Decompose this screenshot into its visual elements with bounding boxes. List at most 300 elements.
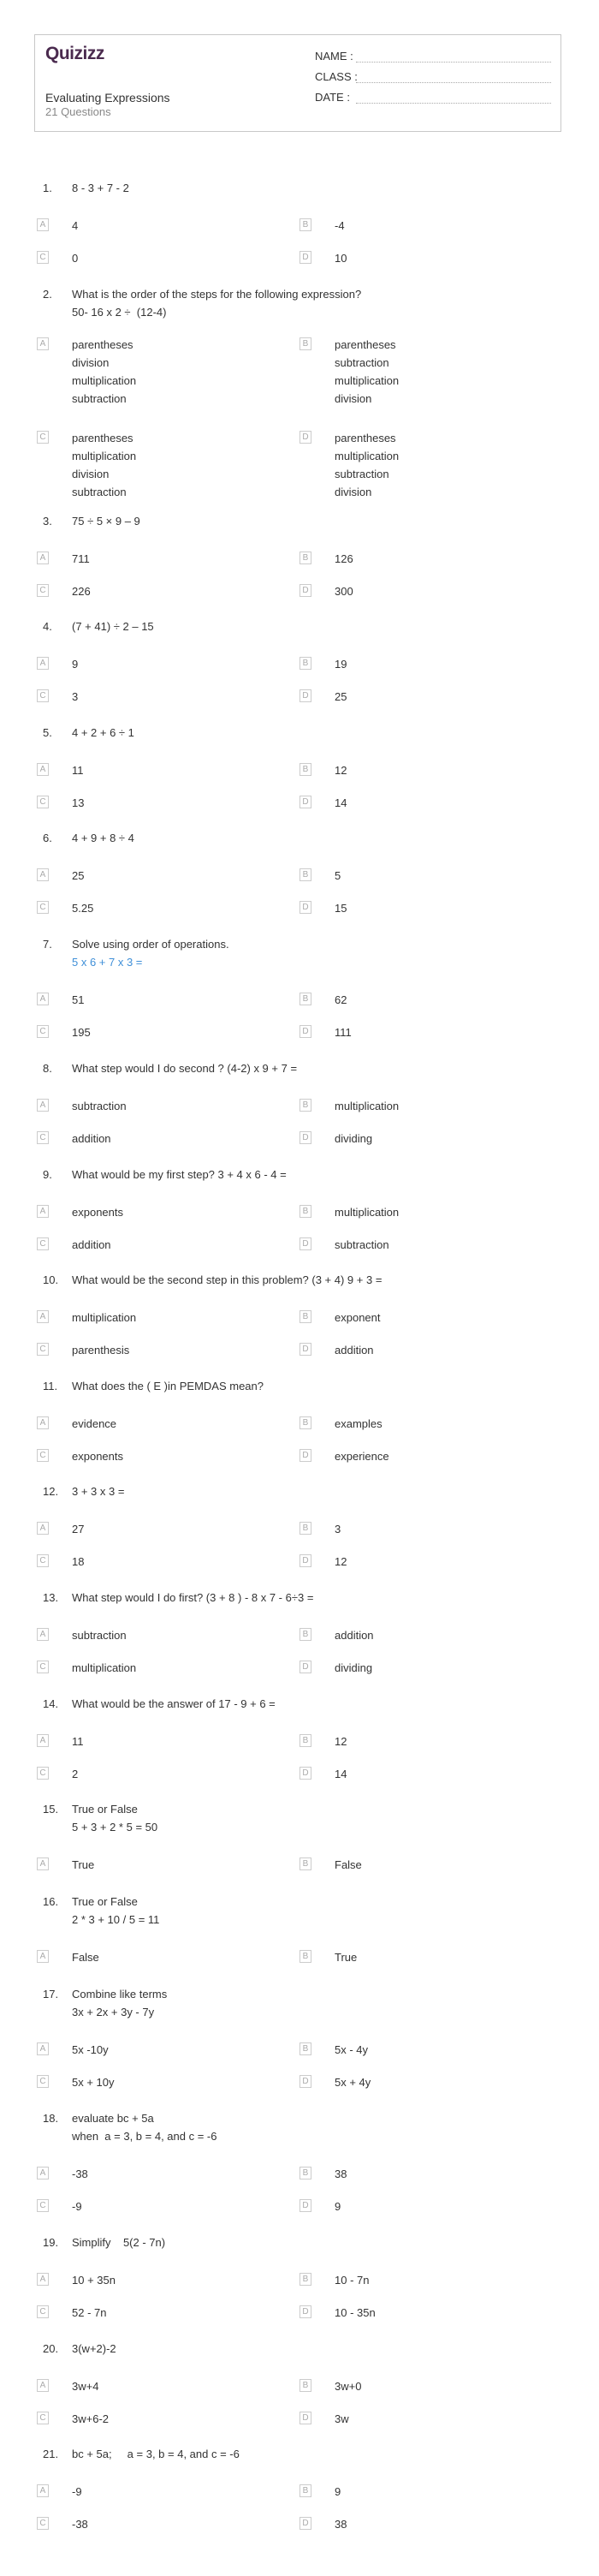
option-letter-box[interactable]: D <box>300 1025 311 1038</box>
option-line: multiplication <box>335 450 400 462</box>
option-text <box>72 582 91 600</box>
question-line: Combine like terms <box>72 1988 168 2001</box>
option-text <box>335 1341 374 1359</box>
option-text <box>72 217 78 235</box>
question-line: 4 + 9 + 8 ÷ 4 <box>72 832 134 844</box>
option-line: 14 <box>335 1768 347 1780</box>
option-line: multiplication <box>335 1206 400 1219</box>
option-text <box>72 1626 127 1644</box>
option-letter-box[interactable]: C <box>37 1237 49 1250</box>
option-line: 12 <box>335 764 347 777</box>
option-line: 12 <box>335 1735 347 1748</box>
option-line: addition <box>335 1629 374 1642</box>
question-number: 9. <box>43 1168 52 1181</box>
option-line: 10 - 7n <box>335 2274 370 2287</box>
question-line: 5 + 3 + 2 * 5 = 50 <box>72 1821 158 1834</box>
option-line: 13 <box>72 796 85 809</box>
date-label: DATE : <box>315 91 350 104</box>
option-letter-box[interactable]: D <box>300 689 311 702</box>
option-letter-box[interactable]: A <box>37 1522 49 1535</box>
question-text <box>72 724 134 742</box>
option-line: division <box>335 486 372 498</box>
option-text <box>72 1415 116 1433</box>
option-text <box>335 2377 361 2395</box>
option-letter-box[interactable]: D <box>300 901 311 914</box>
option-line: 38 <box>335 2518 347 2531</box>
option-line: parentheses <box>335 338 396 351</box>
class-field[interactable] <box>315 70 551 86</box>
option-letter-box[interactable]: C <box>37 2517 49 2530</box>
option-text <box>72 1023 91 1041</box>
option-line: 52 - 7n <box>72 2306 107 2319</box>
option-line: multiplication <box>335 1100 400 1112</box>
option-letter-box[interactable]: D <box>300 584 311 597</box>
option-line: 0 <box>72 252 79 265</box>
option-line: 3w <box>335 2412 349 2425</box>
option-line: 3 <box>335 1523 341 1535</box>
option-letter-box[interactable]: B <box>300 1416 311 1429</box>
option-line: subtraction <box>335 468 389 480</box>
option-line: 226 <box>72 585 91 598</box>
option-text <box>72 1341 129 1359</box>
option-text <box>335 1765 347 1783</box>
expression-line: 5 x 6 + 7 x 3 = <box>72 956 143 969</box>
option-letter-box[interactable]: B <box>300 763 311 776</box>
question-line: What would be my first step? 3 + 4 x 6 - 4 = <box>72 1168 287 1181</box>
option-text <box>72 1309 136 1327</box>
question-line: 3(w+2)-2 <box>72 2342 116 2355</box>
option-line: 9 <box>335 2200 341 2213</box>
option-line: division <box>72 356 110 369</box>
question-line: What does the ( E )in PEMDAS mean? <box>72 1380 264 1392</box>
question-number: 8. <box>43 1062 52 1075</box>
option-line: 14 <box>335 796 347 809</box>
option-text <box>72 899 93 917</box>
option-line: 10 + 35n <box>72 2274 116 2287</box>
option-letter-box[interactable]: B <box>300 552 311 564</box>
question-number: 13. <box>43 1591 59 1604</box>
option-text <box>72 1553 84 1571</box>
option-text <box>335 1447 389 1465</box>
option-letter-box[interactable]: B <box>300 657 311 670</box>
question-line: 3x + 2x + 3y - 7y <box>72 2006 155 2018</box>
option-line: dividing <box>335 1661 373 1674</box>
option-line: 25 <box>72 869 85 882</box>
option-letter-box[interactable]: B <box>300 868 311 881</box>
name-field[interactable] <box>315 50 551 65</box>
question-count: 21 Questions <box>45 105 111 118</box>
option-text <box>335 1130 372 1148</box>
option-letter-box[interactable]: A <box>37 2042 49 2055</box>
option-letter-box[interactable]: C <box>37 1025 49 1038</box>
option-line: 195 <box>72 1026 91 1039</box>
question-text <box>72 2233 165 2251</box>
option-letter-box[interactable]: C <box>37 796 49 808</box>
option-line: 18 <box>72 1555 85 1568</box>
option-letter-box[interactable]: B <box>300 218 311 231</box>
option-text <box>335 655 347 673</box>
option-text <box>72 991 84 1009</box>
option-letter-box[interactable]: C <box>37 689 49 702</box>
option-text <box>72 1659 136 1677</box>
option-letter-box[interactable]: A <box>37 2273 49 2286</box>
option-text <box>72 1097 127 1115</box>
question-text <box>72 1166 287 1184</box>
option-line: 12 <box>335 1555 347 1568</box>
option-text <box>335 991 347 1009</box>
question-text <box>72 179 129 197</box>
question-text <box>72 285 361 321</box>
option-text <box>72 2377 98 2395</box>
option-letter-box[interactable]: A <box>37 1205 49 1218</box>
option-line: subtraction <box>72 1100 127 1112</box>
option-line: 19 <box>335 658 347 671</box>
option-line: division <box>72 468 110 480</box>
option-text <box>335 2515 347 2533</box>
option-text <box>72 794 84 812</box>
question-line: 4 + 2 + 6 ÷ 1 <box>72 726 134 739</box>
option-line: 9 <box>335 2485 341 2498</box>
option-letter-box[interactable]: A <box>37 1628 49 1641</box>
option-line: 111 <box>335 1026 352 1039</box>
date-line <box>356 103 551 104</box>
question-number: 14. <box>43 1697 59 1710</box>
question-number: 3. <box>43 515 52 528</box>
option-line: multiplication <box>72 1661 137 1674</box>
option-text <box>335 249 347 267</box>
option-text <box>335 899 347 917</box>
option-letter-box[interactable]: A <box>37 218 49 231</box>
option-letter-box[interactable]: B <box>300 1857 311 1870</box>
option-letter-box[interactable]: D <box>300 796 311 808</box>
option-line: 5.25 <box>72 902 94 915</box>
option-text <box>72 1236 111 1254</box>
question-number: 18. <box>43 2112 59 2125</box>
option-text <box>72 2304 106 2322</box>
question-line: (7 + 41) ÷ 2 – 15 <box>72 620 154 633</box>
option-line: subtraction <box>335 1238 389 1251</box>
option-line: 4 <box>72 219 79 232</box>
option-letter-box[interactable]: B <box>300 2273 311 2286</box>
question-line: True or False <box>72 1803 138 1816</box>
option-line: -38 <box>72 2168 88 2180</box>
question-text <box>72 1985 167 2021</box>
option-text <box>72 761 84 779</box>
option-text <box>335 761 347 779</box>
option-line: -9 <box>72 2200 82 2213</box>
option-line: 3w+0 <box>335 2380 362 2393</box>
option-letter-box[interactable]: D <box>300 1554 311 1567</box>
option-text <box>72 550 90 568</box>
option-letter-box[interactable]: B <box>300 2167 311 2179</box>
option-letter-box[interactable]: D <box>300 1661 311 1673</box>
option-line: subtraction <box>72 1629 127 1642</box>
option-letter-box[interactable]: D <box>300 2517 311 2530</box>
option-letter-box[interactable]: A <box>37 2167 49 2179</box>
option-line: division <box>335 392 372 405</box>
option-line: parentheses <box>72 338 133 351</box>
option-text <box>335 217 345 235</box>
option-letter-box[interactable]: B <box>300 1310 311 1323</box>
question-number: 7. <box>43 938 52 951</box>
option-text <box>335 1732 347 1750</box>
question-text <box>72 1695 276 1713</box>
option-letter-box[interactable]: A <box>37 763 49 776</box>
option-text <box>335 336 399 408</box>
option-line: exponent <box>335 1311 381 1324</box>
option-letter-box[interactable]: B <box>300 1205 311 1218</box>
question-text <box>72 2109 216 2145</box>
option-letter-box[interactable]: A <box>37 1310 49 1323</box>
option-letter-box[interactable]: C <box>37 431 49 444</box>
option-letter-box[interactable]: A <box>37 2379 49 2392</box>
option-line: 5 <box>335 869 341 882</box>
question-number: 5. <box>43 726 52 739</box>
question-line: 2 * 3 + 10 / 5 = 11 <box>72 1913 160 1926</box>
option-letter-box[interactable]: D <box>300 1767 311 1780</box>
question-text <box>72 1800 157 1836</box>
option-line: 3w+6-2 <box>72 2412 109 2425</box>
option-letter-box[interactable]: A <box>37 337 49 350</box>
question-number: 16. <box>43 1895 59 1908</box>
option-line: addition <box>335 1344 374 1357</box>
option-text <box>72 867 84 885</box>
option-text <box>335 1520 341 1538</box>
option-letter-box[interactable]: C <box>37 2075 49 2088</box>
option-line: evidence <box>72 1417 117 1430</box>
option-letter-box[interactable]: D <box>300 2412 311 2424</box>
option-line: examples <box>335 1417 383 1430</box>
question-line: 75 ÷ 5 × 9 – 9 <box>72 515 140 528</box>
option-letter-box[interactable]: C <box>37 2199 49 2212</box>
option-letter-box[interactable]: B <box>300 337 311 350</box>
question-line: What is the order of the steps for the following expression? <box>72 288 362 301</box>
question-text <box>72 1059 297 1077</box>
option-letter-box[interactable]: A <box>37 993 49 1005</box>
option-line: 126 <box>335 552 353 565</box>
option-letter-box[interactable]: B <box>300 1522 311 1535</box>
option-letter-box[interactable]: C <box>37 1449 49 1462</box>
option-letter-box[interactable]: C <box>37 1661 49 1673</box>
option-text <box>72 2165 88 2183</box>
question-number: 1. <box>43 182 52 194</box>
option-text <box>335 1309 381 1327</box>
option-line: False <box>72 1951 99 1964</box>
option-line: 5x - 4y <box>335 2043 369 2056</box>
option-line: 5x + 4y <box>335 2076 371 2089</box>
option-line: parenthesis <box>72 1344 130 1357</box>
option-letter-box[interactable]: A <box>37 868 49 881</box>
option-letter-box[interactable]: C <box>37 584 49 597</box>
option-text <box>335 1553 347 1571</box>
option-text <box>335 1236 389 1254</box>
option-line: experience <box>335 1450 389 1463</box>
question-number: 17. <box>43 1988 59 2001</box>
option-text <box>72 1447 123 1465</box>
question-number: 21. <box>43 2448 59 2460</box>
option-text <box>72 688 78 706</box>
question-text <box>72 1377 264 1395</box>
option-line: 27 <box>72 1523 85 1535</box>
option-letter-box[interactable]: D <box>300 2075 311 2088</box>
option-text <box>72 2197 82 2215</box>
option-text <box>72 1732 84 1750</box>
option-text <box>335 1659 372 1677</box>
question-line: What step would I do second ? (4-2) x 9 + 7 = <box>72 1062 298 1075</box>
date-field[interactable] <box>315 91 551 106</box>
option-letter-box[interactable]: D <box>300 2199 311 2212</box>
option-line: False <box>335 1858 362 1871</box>
option-line: 9 <box>72 658 79 671</box>
option-letter-box[interactable]: A <box>37 1099 49 1112</box>
option-line: parentheses <box>72 432 133 444</box>
question-text <box>72 512 140 530</box>
option-letter-box[interactable]: C <box>37 1767 49 1780</box>
option-text <box>72 2073 115 2091</box>
option-line: parentheses <box>335 432 396 444</box>
option-line: True <box>72 1858 95 1871</box>
option-letter-box[interactable]: D <box>300 1131 311 1144</box>
option-line: True <box>335 1951 358 1964</box>
option-text <box>72 2410 109 2428</box>
option-line: 711 <box>72 552 90 565</box>
option-text <box>335 688 347 706</box>
option-text <box>72 2271 116 2289</box>
question-text <box>72 1589 313 1607</box>
option-letter-box[interactable]: A <box>37 1734 49 1747</box>
option-letter-box[interactable]: D <box>300 1449 311 1462</box>
option-text <box>335 1856 362 1874</box>
option-line: addition <box>72 1238 111 1251</box>
option-line: exponents <box>72 1450 123 1463</box>
option-line: multiplication <box>72 374 137 387</box>
option-text <box>335 2073 371 2091</box>
option-text <box>335 1626 374 1644</box>
option-letter-box[interactable]: B <box>300 993 311 1005</box>
question-number: 4. <box>43 620 52 633</box>
name-label: NAME : <box>315 50 353 63</box>
option-text <box>72 2041 109 2059</box>
question-number: 15. <box>43 1803 59 1816</box>
option-line: addition <box>72 1132 111 1145</box>
option-letter-box[interactable]: D <box>300 1343 311 1356</box>
option-text <box>72 249 78 267</box>
option-text <box>72 2483 82 2501</box>
option-letter-box[interactable]: B <box>300 1628 311 1641</box>
option-letter-box[interactable]: A <box>37 1857 49 1870</box>
option-text <box>335 2483 341 2501</box>
question-number: 2. <box>43 288 52 301</box>
question-number: 19. <box>43 2236 59 2249</box>
option-line: 51 <box>72 993 85 1006</box>
option-text <box>335 867 341 885</box>
question-line: when a = 3, b = 4, and c = -6 <box>72 2130 217 2143</box>
option-text <box>335 429 399 501</box>
option-letter-box[interactable]: D <box>300 1237 311 1250</box>
question-line: True or False <box>72 1895 138 1908</box>
question-text <box>72 935 229 971</box>
class-label: CLASS : <box>315 70 358 83</box>
question-text <box>72 829 134 847</box>
option-line: 25 <box>335 690 347 703</box>
option-letter-box[interactable]: A <box>37 1950 49 1963</box>
option-line: 11 <box>72 1735 84 1748</box>
question-line: evaluate bc + 5a <box>72 2112 154 2125</box>
option-text <box>72 336 136 408</box>
option-text <box>72 2515 88 2533</box>
option-text <box>335 1415 383 1433</box>
option-text <box>72 1948 99 1966</box>
option-letter-box[interactable]: A <box>37 552 49 564</box>
question-number: 20. <box>43 2342 59 2355</box>
option-text <box>72 429 136 501</box>
option-text <box>72 655 78 673</box>
question-number: 6. <box>43 832 52 844</box>
option-line: multiplication <box>72 450 137 462</box>
option-letter-box[interactable]: D <box>300 251 311 264</box>
option-letter-box[interactable]: C <box>37 901 49 914</box>
option-letter-box[interactable]: A <box>37 2484 49 2497</box>
option-letter-box[interactable]: B <box>300 2379 311 2392</box>
option-line: 38 <box>335 2168 347 2180</box>
option-text <box>72 1856 94 1874</box>
option-text <box>335 2197 341 2215</box>
question-number: 12. <box>43 1485 59 1498</box>
option-text <box>335 2165 347 2183</box>
option-line: 5x + 10y <box>72 2076 115 2089</box>
option-letter-box[interactable]: B <box>300 1099 311 1112</box>
option-line: multiplication <box>335 374 400 387</box>
option-letter-box[interactable]: B <box>300 1950 311 1963</box>
option-line: subtraction <box>335 356 389 369</box>
option-text <box>335 2041 368 2059</box>
option-line: -38 <box>72 2518 88 2531</box>
option-letter-box[interactable]: A <box>37 657 49 670</box>
option-letter-box[interactable]: C <box>37 1343 49 1356</box>
question-text <box>72 617 154 635</box>
option-letter-box[interactable]: C <box>37 2412 49 2424</box>
option-letter-box[interactable]: B <box>300 1734 311 1747</box>
option-line: exponents <box>72 1206 123 1219</box>
option-letter-box[interactable]: C <box>37 2305 49 2318</box>
question-line: What step would I do first? (3 + 8 ) - 8 x 7 - 6÷3 = <box>72 1591 314 1604</box>
option-line: multiplication <box>72 1311 137 1324</box>
option-letter-box[interactable]: C <box>37 251 49 264</box>
option-letter-box[interactable]: D <box>300 2305 311 2318</box>
option-line: 5x -10y <box>72 2043 109 2056</box>
option-line: 62 <box>335 993 347 1006</box>
option-line: 15 <box>335 902 347 915</box>
name-line <box>356 62 551 63</box>
option-line: 2 <box>72 1768 79 1780</box>
option-text <box>335 2304 376 2322</box>
option-letter-box[interactable]: B <box>300 2484 311 2497</box>
option-letter-box[interactable]: A <box>37 1416 49 1429</box>
option-line: 300 <box>335 585 353 598</box>
question-line: What would be the answer of 17 - 9 + 6 = <box>72 1697 276 1710</box>
option-letter-box[interactable]: D <box>300 431 311 444</box>
option-letter-box[interactable]: C <box>37 1554 49 1567</box>
question-text <box>72 1271 382 1289</box>
option-letter-box[interactable]: C <box>37 1131 49 1144</box>
option-text <box>335 550 353 568</box>
option-text <box>335 2410 349 2428</box>
option-text <box>335 582 353 600</box>
option-letter-box[interactable]: B <box>300 2042 311 2055</box>
question-text <box>72 2445 240 2463</box>
option-line: -9 <box>72 2485 82 2498</box>
option-text <box>335 794 347 812</box>
